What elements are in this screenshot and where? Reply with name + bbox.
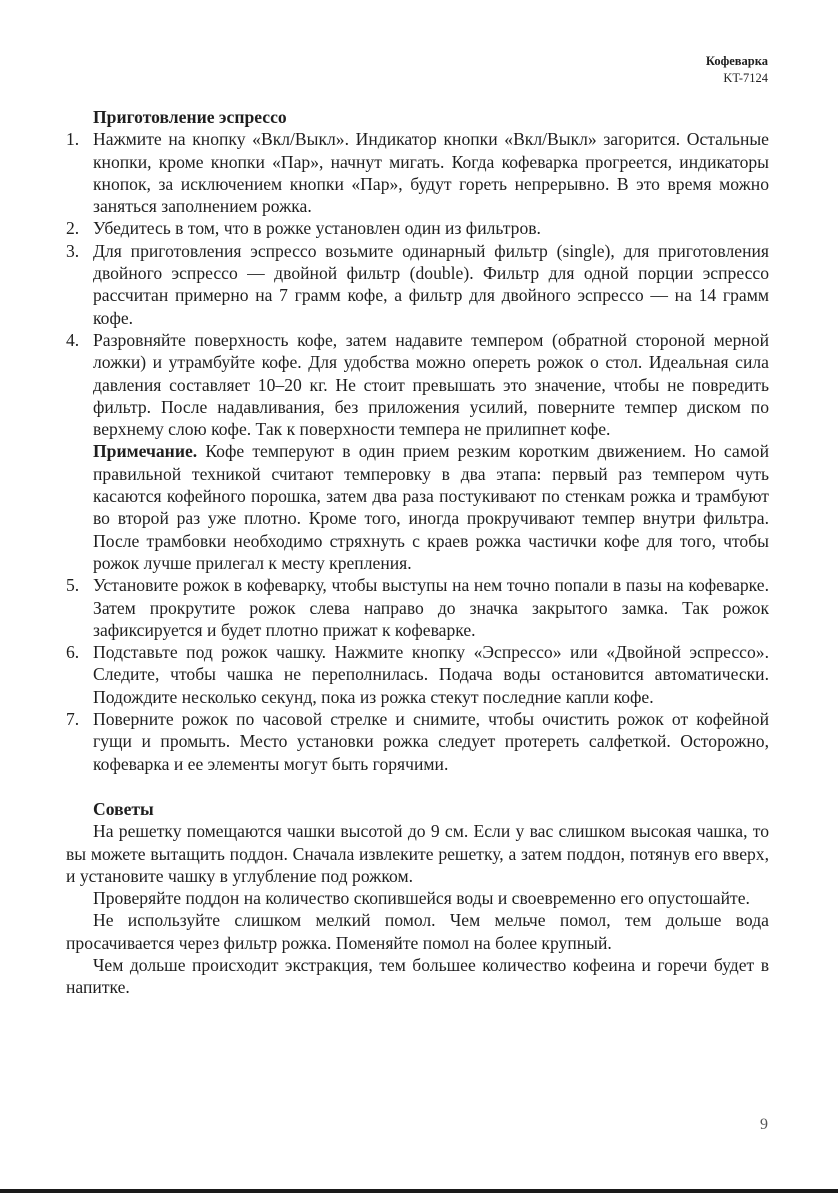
tip-paragraph: Чем дольше происходит экстракция, тем большее количество кофеина и горечи будет в напитке. — [66, 954, 769, 998]
header-product: Кофеварка — [705, 54, 768, 68]
step-number: 7. — [66, 709, 80, 730]
step-number: 1. — [66, 129, 80, 150]
note-text: Кофе темперуют в один прием резким коротким движением. Но самой правильной техникой считают темперовку в два этапа: первый раз темпером чуть касаются кофейного порошка, затем два раза постукивают по стенкам рожка и трамбуют во второй раз уже плотно. Кроме того, иногда прокручивают темпер внутри фильтра. После трамбовки необходимо стряхнуть с краев рожка частички кофе для того, чтобы рожок лучше прилегал к месту крепления. — [93, 441, 769, 573]
step-text: Подставьте под рожок чашку. Нажмите кнопку «Эспрессо» или «Двойной эспрессо». Следите, чтобы чашка не переполнилась. Подача воды остановится автоматически. Подождите несколько секунд, пока из рожка стекут последние капли кофе. — [93, 642, 769, 707]
step-text: Убедитесь в том, что в рожке установлен один из фильтров. — [93, 218, 541, 239]
step-note — [93, 440, 769, 574]
step-item — [66, 240, 769, 329]
tip-paragraph: Проверяйте поддон на количество скопившейся воды и своевременно его опустошайте. — [93, 888, 750, 909]
step-item — [66, 128, 769, 217]
step-number: 5. — [66, 575, 80, 596]
page-header — [706, 53, 768, 87]
step-number: 2. — [66, 218, 80, 239]
step-item — [66, 574, 769, 641]
bottom-rule — [0, 1189, 838, 1193]
section-heading-tips: Советы — [93, 798, 154, 819]
header-model: KT-7124 — [723, 71, 768, 85]
step-item — [66, 708, 769, 775]
espresso-steps — [66, 128, 769, 775]
step-text: Разровняйте поверхность кофе, затем надавите темпером (обратной стороной мерной ложки) и утрамбуйте кофе. Для удобства можно опереть рожок о стол. Идеальная сила давления составляет 10–20 кг. Не стоит превышать это значение, чтобы не повредить фильтр. После надавливания, без приложения усилий, поверните темпер диском по верхнему слою кофе. Так к поверхности темпера не прилипнет кофе. — [93, 329, 769, 440]
page-number: 9 — [760, 1116, 768, 1133]
step-text: Нажмите на кнопку «Вкл/Выкл». Индикатор кнопки «Вкл/Выкл» загорится. Остальные кнопки, кроме кнопки «Пар», начнут мигать. Когда кофеварка прогреется, индикаторы кнопок, за исключением кнопки «Пар», будут гореть непрерывно. В это время можно заняться заполнением рожка. — [93, 129, 769, 217]
step-item — [66, 641, 769, 708]
page-content — [66, 106, 769, 999]
step-text: Установите рожок в кофеварку, чтобы выступы на нем точно попали в пазы на кофеварке. Затем прокрутите рожок слева направо до значка закрытого замка. Так рожок зафиксируется и будет плотно прижат к кофеварке. — [93, 575, 769, 640]
tips-section — [66, 798, 769, 999]
step-item — [66, 329, 769, 574]
tip-paragraph: Не используйте слишком мелкий помол. Чем мельче помол, тем дольше вода просачивается через фильтр рожка. Поменяйте помол на более крупный. — [66, 910, 769, 953]
step-text: Для приготовления эспрессо возьмите одинарный фильтр (single), для приготовления двойного эспрессо — двойной фильтр (double). Фильтр для одной порции эспрессо рассчитан примерно на 7 грамм кофе, а фильтр для двойного эспрессо — на 14 грамм кофе. — [93, 240, 769, 328]
step-number: 3. — [66, 240, 80, 261]
section-heading-espresso: Приготовление эспрессо — [93, 107, 287, 127]
tip-paragraph: На решетку помещаются чашки высотой до 9 см. Если у вас слишком высокая чашка, то вы можете вытащить поддон. Сначала извлеките решетку, а затем поддон, потянув его вверх, и установите чашку в углубление под рожком. — [66, 821, 769, 886]
step-number: 4. — [66, 329, 80, 350]
step-item — [66, 217, 769, 239]
step-text: Поверните рожок по часовой стрелке и снимите, чтобы очистить рожок от кофейной гущи и промыть. Место установки рожка следует протереть салфеткой. Осторожно, кофеварка и ее элементы могут быть горячими. — [93, 709, 769, 774]
note-label: Примечание. — [93, 441, 198, 462]
step-number: 6. — [66, 642, 80, 663]
